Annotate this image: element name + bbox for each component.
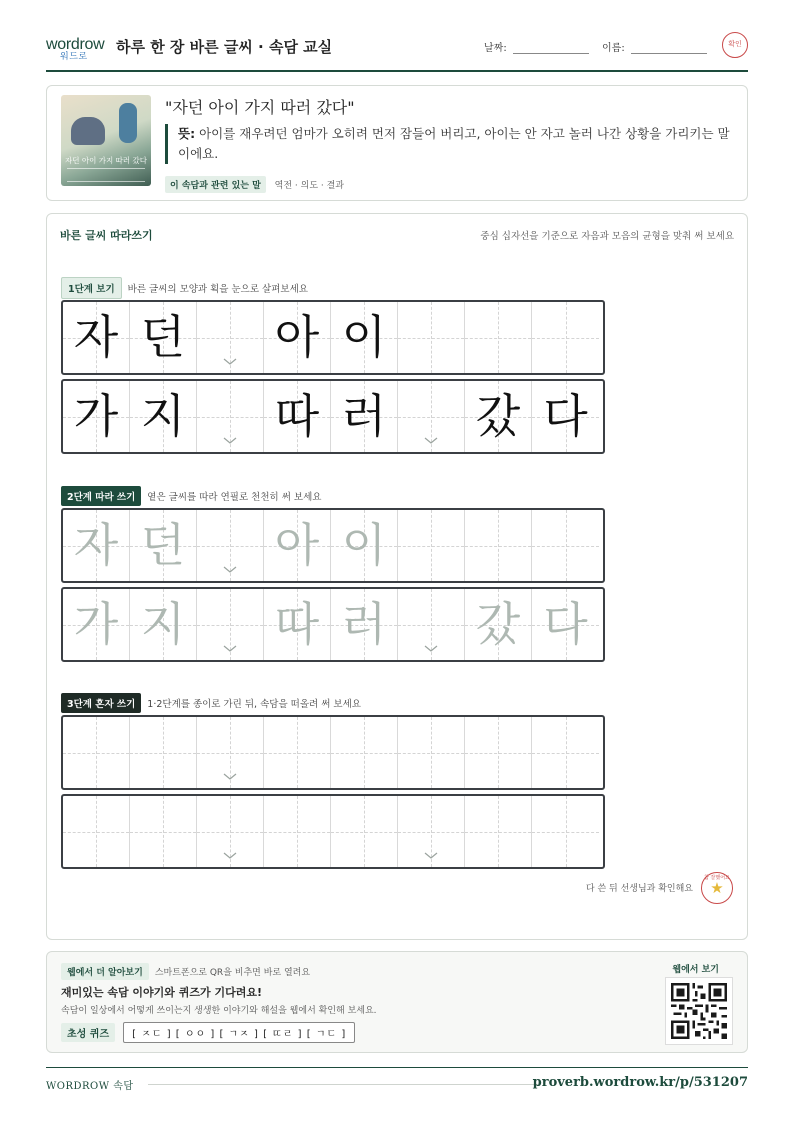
grid-cell — [264, 302, 331, 373]
proverb-card — [46, 85, 748, 201]
grid-cell[interactable] — [130, 510, 197, 581]
space-chevron-icon — [223, 437, 237, 444]
grid-character: 자 — [73, 518, 119, 572]
seal-text: 확인 — [728, 40, 742, 48]
grid-cell[interactable] — [264, 589, 331, 660]
grid-cell[interactable] — [532, 717, 599, 788]
teacher-check-text: 다 쓴 뒤 선생님과 확인해요 — [585, 884, 693, 894]
grid-cell[interactable] — [264, 510, 331, 581]
grid-cell[interactable] — [465, 796, 532, 867]
grid-cell[interactable] — [63, 589, 130, 660]
grid-cell — [197, 302, 264, 373]
web-tag-desc: 스마트폰으로 QR을 비추면 바로 열려요 — [154, 968, 311, 978]
grid-character: 러 — [341, 389, 387, 443]
related-list: 역전 · 의도 · 결과 — [274, 181, 344, 191]
grid-character: 러 — [341, 597, 387, 651]
step3-line1[interactable] — [61, 715, 605, 790]
good-job-stamp-icon — [701, 872, 733, 904]
quiz-answer-box: [ ㅈㄷ ] [ ㅇㅇ ] [ ㄱㅈ ] [ ㄸㄹ ] [ ㄱㄷ ] — [123, 1022, 355, 1043]
grid-cell[interactable] — [331, 717, 398, 788]
space-chevron-icon — [223, 358, 237, 365]
step1-heading — [61, 277, 308, 299]
grid-character: 던 — [140, 518, 186, 572]
page-footer — [46, 1067, 748, 1097]
grid-cell[interactable] — [532, 510, 599, 581]
web-tag: 웹에서 더 알아보기 — [61, 963, 149, 980]
grid-character: 아 — [274, 310, 320, 364]
grid-cell — [331, 381, 398, 452]
page-header — [46, 30, 748, 72]
footer-brand: WORDROW 속담 — [46, 1081, 134, 1092]
grid-cell — [264, 381, 331, 452]
grid-character: 따 — [274, 597, 320, 651]
illustration-text-lines — [67, 168, 145, 182]
confirm-seal-icon — [722, 32, 748, 58]
grid-cell — [130, 302, 197, 373]
space-chevron-icon — [223, 852, 237, 859]
grid-character: 갔 — [475, 597, 521, 651]
related-label: 이 속담과 관련 있는 말 — [165, 176, 266, 193]
name-field[interactable] — [602, 39, 707, 54]
sleeping-mother-figure — [71, 117, 105, 145]
web-tag-row — [61, 963, 310, 980]
illustration-caption: 자던 아이 가지 따러 갔다 — [65, 156, 147, 165]
footer-url-link[interactable]: proverb.wordrow.kr/p/531207 — [532, 1075, 748, 1090]
grid-character: 이 — [341, 310, 387, 364]
grid-character: 다 — [543, 389, 588, 443]
qr-label: 웹에서 보기 — [672, 965, 719, 975]
date-field[interactable] — [484, 39, 589, 54]
related-words — [165, 176, 344, 193]
qr-code-icon[interactable] — [665, 977, 733, 1045]
meaning-text: 아이를 재우려던 엄마가 오히려 먼저 잠들어 버리고, 아이는 안 자고 놀러 나간 상황을 가리키는 말이에요. — [178, 126, 730, 161]
grid-cell[interactable] — [331, 796, 398, 867]
grid-cell[interactable] — [465, 717, 532, 788]
grid-cell[interactable] — [398, 589, 465, 660]
step1-line2 — [61, 379, 605, 454]
grid-cell[interactable] — [130, 796, 197, 867]
step3-desc: 1·2단계를 종이로 가린 뒤, 속담을 떠올려 써 보세요 — [147, 699, 361, 710]
child-figure — [119, 103, 137, 143]
grid-cell — [331, 302, 398, 373]
grid-cell[interactable] — [331, 589, 398, 660]
grid-cell[interactable] — [398, 510, 465, 581]
grid-cell[interactable] — [130, 717, 197, 788]
proverb-title: "자던 아이 가지 따러 갔다" — [165, 98, 355, 117]
grid-cell — [532, 381, 599, 452]
step3-heading — [61, 693, 361, 713]
grid-cell — [465, 302, 532, 373]
grid-cell[interactable] — [264, 796, 331, 867]
meaning-label: 뜻: — [178, 126, 196, 141]
web-more-box — [46, 951, 748, 1053]
name-label: 이름: — [602, 43, 625, 54]
quiz-label: 초성 퀴즈 — [61, 1023, 115, 1042]
grid-cell[interactable] — [197, 510, 264, 581]
grid-character: 갔 — [475, 389, 521, 443]
grid-character: 이 — [341, 518, 387, 572]
grid-cell — [130, 381, 197, 452]
step2-line1[interactable] — [61, 508, 605, 583]
grid-character: 가 — [73, 597, 119, 651]
step2-desc: 옅은 글씨를 따라 연필로 천천히 써 보세요 — [147, 492, 322, 503]
grid-cell[interactable] — [398, 796, 465, 867]
initial-quiz — [61, 1022, 355, 1043]
grid-character: 아 — [274, 518, 320, 572]
grid-cell — [465, 381, 532, 452]
step1-line1 — [61, 300, 605, 375]
grid-character: 따 — [274, 389, 320, 443]
grid-cell[interactable] — [264, 717, 331, 788]
grid-character: 지 — [140, 597, 186, 651]
space-chevron-icon — [424, 437, 438, 444]
star-icon: ★ — [710, 879, 724, 897]
grid-cell — [197, 381, 264, 452]
web-headline: 재미있는 속담 이야기와 퀴즈가 기다려요! — [61, 986, 262, 999]
step2-heading — [61, 486, 321, 506]
grid-character: 자 — [73, 310, 119, 364]
step2-badge: 2단계 따라 쓰기 — [61, 486, 141, 506]
grid-cell[interactable] — [130, 589, 197, 660]
grid-character: 가 — [73, 389, 119, 443]
step1-desc: 바른 글씨의 모양과 획을 눈으로 살펴보세요 — [127, 284, 308, 295]
space-chevron-icon — [223, 773, 237, 780]
section-hint: 중심 십자선을 기준으로 자음과 모음의 균형을 맞춰 써 보세요 — [480, 231, 734, 242]
space-chevron-icon — [424, 645, 438, 652]
grid-cell[interactable] — [63, 510, 130, 581]
grid-cell[interactable] — [63, 717, 130, 788]
grid-cell — [532, 302, 599, 373]
date-line[interactable] — [513, 44, 589, 54]
grid-cell[interactable] — [197, 717, 264, 788]
grid-cell[interactable] — [465, 589, 532, 660]
stamp-text: 참 잘했어요 — [704, 875, 730, 881]
step2-line2[interactable] — [61, 587, 605, 662]
logo-sub-text: 워드로 — [60, 51, 88, 61]
section-title: 바른 글씨 따라쓰기 — [60, 229, 153, 242]
date-label: 날짜: — [484, 43, 507, 54]
grid-cell[interactable] — [63, 796, 130, 867]
handwriting-practice-section — [46, 213, 748, 940]
grid-cell[interactable] — [197, 589, 264, 660]
grid-character: 지 — [140, 389, 186, 443]
web-description: 속담이 일상에서 어떻게 쓰이는지 생생한 이야기와 해설을 웹에서 확인해 보세요. — [61, 1006, 377, 1016]
proverb-illustration — [61, 95, 151, 186]
name-line[interactable] — [631, 44, 707, 54]
grid-character: 던 — [140, 310, 186, 364]
space-chevron-icon — [424, 852, 438, 859]
wordrow-logo — [46, 36, 105, 61]
grid-cell — [63, 302, 130, 373]
proverb-meaning — [165, 124, 730, 164]
grid-cell[interactable] — [398, 717, 465, 788]
step1-badge: 1단계 보기 — [61, 277, 122, 299]
space-chevron-icon — [223, 566, 237, 573]
step3-badge: 3단계 혼자 쓰기 — [61, 693, 141, 713]
footer-divider — [148, 1084, 538, 1085]
space-chevron-icon — [223, 645, 237, 652]
grid-cell[interactable] — [532, 796, 599, 867]
grid-cell[interactable] — [532, 589, 599, 660]
grid-character: 다 — [543, 597, 588, 651]
grid-cell[interactable] — [331, 510, 398, 581]
grid-cell — [398, 302, 465, 373]
grid-cell[interactable] — [465, 510, 532, 581]
grid-cell[interactable] — [197, 796, 264, 867]
page-title: 하루 한 장 바른 글씨 · 속담 교실 — [116, 38, 333, 56]
logo-text: wordrow — [46, 36, 105, 53]
step3-line2[interactable] — [61, 794, 605, 869]
grid-cell — [398, 381, 465, 452]
grid-cell — [63, 381, 130, 452]
